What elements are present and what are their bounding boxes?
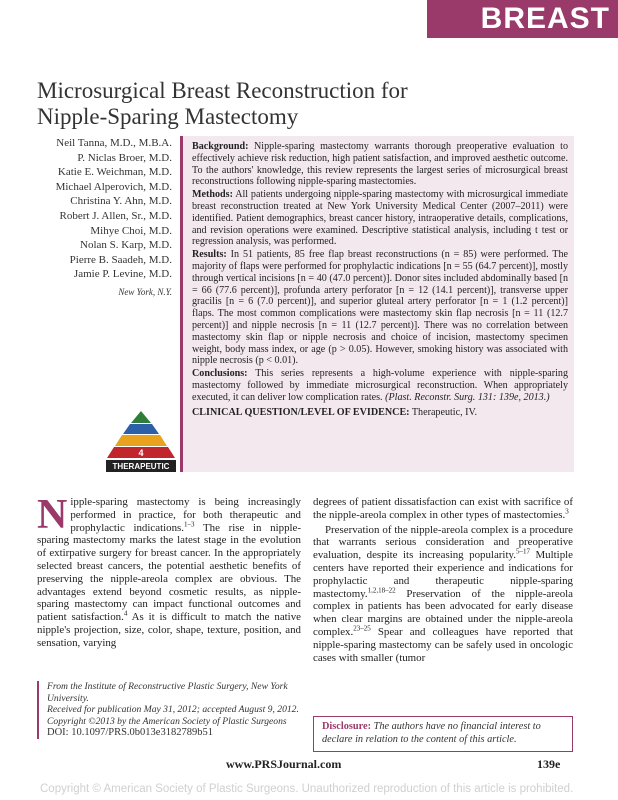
clinical-question [192,407,568,419]
drop-cap: N [37,492,68,538]
author: P. Niclas Broer, M.D. [77,151,172,164]
copyright-note: Copyright ©2013 by the American Society of Plastic Surgeons [47,715,287,727]
author: Pierre B. Saadeh, M.D. [69,253,172,266]
page-number: 139e [537,757,561,771]
background-label: Background: [192,141,249,152]
body-column-right [313,496,573,664]
reference: 5–17 [515,547,530,556]
evidence-pyramid-icon [106,409,176,473]
reference: 1–3 [183,519,195,528]
abstract-results [192,249,568,367]
methods-label: Methods: [192,189,233,201]
reference: 3 [565,507,569,516]
text-run: Multiple centers have reported their experience and indications for prophylactic and therapeutic nipple-sparing mastectomy. [313,549,573,600]
abstract-methods [192,189,568,248]
background-text: Nipple-sparing mastectomy warrants thorough preoperative evaluation to effectively achieve risk reduction, high patient satisfaction, and improved aesthetic outcome. To the authors' knowledge, this review represents the largest series of microsurgical breast reconstructions following nipple-sparing mastectomies. [192,141,568,188]
text-run: Spear and colleagues have reported that nipple-sparing mastectomy can be safely used in oncologic cases with smaller (tumor [313,625,573,664]
article-footnote [37,681,301,739]
author-list [20,136,172,300]
author: Jamie P. Levine, M.D. [73,268,172,281]
paragraph [313,496,573,522]
clinical-value: Therapeutic, IV. [411,406,478,418]
text-run: Preservation of the nipple-areola complex in patients has been advocated for early disease when clear margins are obtained under the nipple-areola complex. [313,587,573,638]
institute-note: From the Institute of Reconstructive Plastic Surgery, New York University. [47,681,288,704]
paragraph [313,524,573,665]
evidence-label: THERAPEUTIC [112,462,170,471]
abstract-background [192,141,568,188]
affiliation: New York, N.Y. [118,286,172,297]
author: Mihye Choi, M.D. [90,224,172,237]
results-label: Results: [192,249,227,261]
copyright-watermark: Copyright © American Society of Plastic Surgeons. Unauthorized reproduction of this article is prohibited. [40,783,574,795]
received-note: Received for publication May 31, 2012; accepted August 9, 2012. [47,704,299,715]
text-run: ipple-sparing mastectomy is being increasingly performed in practice, for both therapeutic and prophylactic indications. [70,496,301,534]
author: Michael Alperovich, M.D. [55,180,172,193]
doi: DOI: 10.1097/PRS.0b013e3182789b51 [47,727,213,738]
abstract-conclusions [192,368,568,403]
disclosure-box [313,716,573,752]
clinical-label: CLINICAL QUESTION/LEVEL OF EVIDENCE: [192,406,410,418]
article-title: Microsurgical Breast Reconstruction for Nipple-Sparing Mastectomy [37,78,408,129]
results-text: In 51 patients, 85 free flap breast reconstructions (n = 85) were performed. The majority of flaps were performed for prophylactic indications [n = 55 (64.7 percent)], mostly through vertical incisions [n = 40 (47.0 percent)]. Donor sites included abdominally based [n = 66 (77.6 percent)], profunda artery perforator [n = 12 (14.1 percent)], transverse upper gracilis [n = 6 (7.0 percent)], and superior gluteal artery perforator [n = 1 (1.2 percent)] flaps. The most common complications were mastectomy skin flap necrosis [n = 11 (12.7 percent)] and nipple necrosis [n = 11 (12.7 percent)]. There was no correlation between mastectomy skin flap or nipple necrosis and choice of incision, mastectomy specimen weight, body mass index, or age (p > 0.05). However, smoking history was associated with nipple necrosis (p < 0.01). [192,249,568,367]
reference: 23–25 [353,624,371,633]
citation: (Plast. Reconstr. Surg. 131: 139e, 2013.) [385,391,550,403]
reference: 4 [123,609,128,618]
disclosure-text: The authors have no financial interest to declare in relation to the content of this article. [322,721,541,745]
author: Nolan S. Karp, M.D. [80,239,172,252]
text-run: Preservation of the nipple-areola complex is a procedure that warrants serious consideration and preoperative evaluation, despite its increasing popularity. [313,523,573,562]
disclosure-label: Disclosure: [322,721,372,732]
author: Christina Y. Ahn, M.D. [70,195,172,208]
conclusions-text: This series represents a high-volume experience with nipple-sparing mastectomy followed by immediate microsurgical reconstruction. When appropriately executed, it can deliver low complication rates. [192,368,569,403]
text-run: degrees of patient dissatisfaction can exist with sacrifice of the nipple-areola complex in other types of mastectomies. [313,496,573,521]
text-run: The rise in nipple-sparing mastectomy marks the latest stage in the evolution of extirpative surgery for breast cancer. In the appropriately selected breast cancers, the potential aesthetic benefits of preserving the nipple-areola complex are obvious. The advantages extend beyond cosmetic results, as nipple-sparing mastectomy can impact functional outcomes and patient satisfaction. [37,521,302,624]
intro-paragraph [37,492,302,650]
methods-text: All patients undergoing nipple-sparing mastectomy with microsurgical immediate breast reconstruction treated at New York University Medical Center (2007–2011) were identified. Patient demographics, breast cancer history, intraoperative details, complications, and revision operations were examined. Descriptive statistical analysis, including t test or regression analysis, was performed. [192,189,568,248]
conclusions-label: Conclusions: [192,368,248,380]
author: Robert J. Allen, Sr., M.D. [59,209,172,222]
abstract-box [180,136,574,472]
evidence-level: 4 [138,448,144,458]
journal-website: www.PRSJournal.com [226,757,342,771]
section-label: BREAST [480,2,610,35]
text-run: As it is difficult to match the native nipple's projection, size, color, shape, texture, position, and sensation, varying [37,611,301,649]
body-column-left [37,492,302,650]
author: Neil Tanna, M.D., M.B.A. [56,137,172,149]
author: Katie E. Weichman, M.D. [57,166,172,179]
reference: 1,2,18–22 [367,585,396,594]
